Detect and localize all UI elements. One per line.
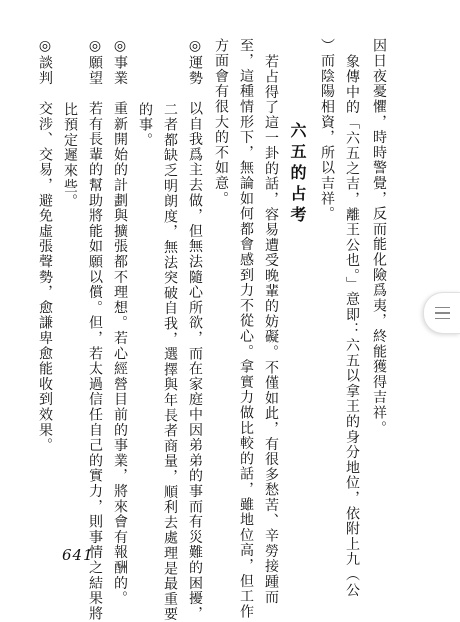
business-item: ◎事業 重新開始的計劃與擴張都不理想。若心經營目前的事業，將來會有報酬的。 bbox=[112, 38, 128, 607]
text-column-2: 象傳中的「六五之吉，離王公也。」意即：六五以拿王的身分地位，依附上九（公 bbox=[344, 54, 360, 598]
text-column-3: ）而陰陽相資，所以吉祥。 bbox=[319, 38, 335, 222]
text-column-13: 比預定遲來些。 bbox=[62, 102, 78, 210]
section-heading: 六五的占考 bbox=[288, 122, 307, 227]
text-column-7: 方面會有很大的不如意。 bbox=[213, 38, 229, 207]
text-column-5: 若占得了這一卦的話，容易遭受晚輩的妨礙。不僅如此，有很多愁苦、辛勞接踵而 bbox=[263, 54, 279, 605]
page-number: 641 bbox=[62, 546, 94, 564]
text-column-1: 因日夜憂懼，時時警覺，反而能化險爲夷，終能獲得吉祥。 bbox=[371, 38, 387, 436]
negotiation-item: ◎談判 交涉、交易，避免虛張聲勢，愈謙卑愈能收到效果。 bbox=[37, 38, 53, 454]
text-column-6: 至，這種情形下，無論如何都會感到力不從心。拿實力做比較的話，雖地位高，但工作 bbox=[238, 38, 254, 620]
wish-item: ◎願望 若有長輩的幫助將能如願以償。但，若太過信任自己的實力，則事情之結果將 bbox=[87, 38, 103, 622]
text-column-9: 二者都缺乏明朗度，無法突破自我，選擇與年長者商量，順利去處理是最重要 bbox=[162, 102, 178, 622]
menu-icon[interactable] bbox=[423, 292, 460, 334]
text-column-10: 的事。 bbox=[137, 102, 153, 148]
fortune-item: ◎運勢 以自我爲主去做，但無法隨心所欲，而在家庭中因弟弟的事而有災難的困擾， bbox=[187, 38, 203, 622]
